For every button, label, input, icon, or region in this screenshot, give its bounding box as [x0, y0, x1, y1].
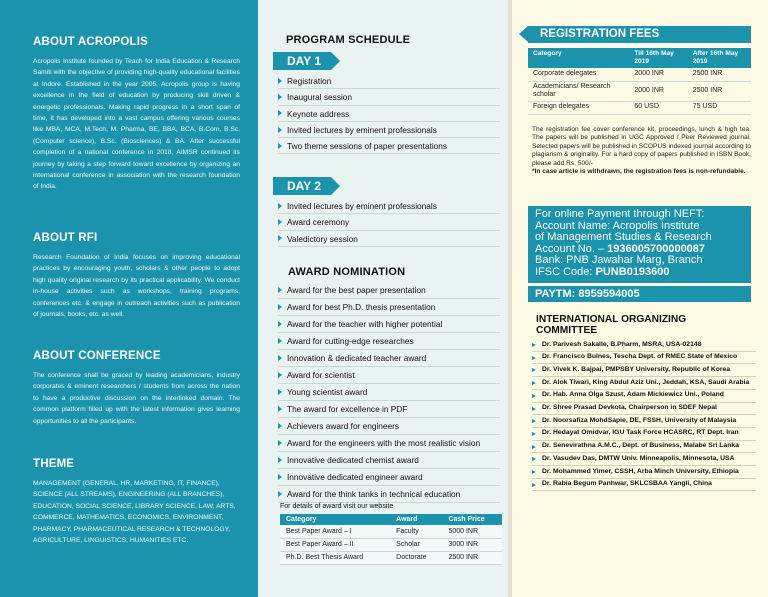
account-no-label: Account No. – [535, 242, 605, 255]
paytm-number: PAYTM: 8959594005 [528, 286, 751, 302]
about-acropolis-section [33, 36, 240, 193]
list-item: Invited lectures by eminent professionals [278, 198, 500, 214]
table-cell: 5000 INR [442, 525, 502, 538]
table-cell: Corporate delegates [528, 68, 629, 81]
table-cell: Faculty [390, 525, 442, 538]
table-cell: 60 USD [629, 101, 687, 114]
list-item: Dr. Hab. Anna Olga Szust, Adam Mickiewicz Uni., Poland [532, 390, 756, 403]
list-item: Award for the best paper presentation [278, 282, 500, 299]
about-rfi-body: Research Foundation of India focuses on improving educational practices by encouraging youth, scholars & other people to adopt high quality original research by its practical applicability. We conduct in-house activities such as workshops, training programs, conferences etc. & engage in outreach activities such as publication of journals, books, etc. as well. [33, 254, 240, 319]
list-item: Dr. Senevirathna A.M.C., Dept. of Business, Malabe Sri Lanka [532, 441, 756, 454]
list-item: Registration [278, 73, 500, 89]
about-conference-section [33, 350, 240, 427]
list-item: Award for best Ph.D. thesis presentation [278, 299, 500, 316]
list-item: Dr. Rabia Begum Panhwar, SKLCSBAA Yangli, China [532, 479, 756, 492]
day1-tab: DAY 1 [273, 52, 331, 70]
committee-title: INTERNATIONAL ORGANIZING COMMITTEE [536, 314, 687, 336]
list-item: Invited lectures by eminent professionals [278, 122, 500, 138]
table-row [528, 81, 751, 101]
list-item: Young scientist award [278, 384, 500, 401]
list-item: Dr. Mohammed Yimer, CSSH, Arba Minch University, Ethiopia [532, 466, 756, 479]
list-item: Keynote address [278, 106, 500, 122]
middle-panel [258, 0, 508, 597]
withdraw-note: *In case article is withdrawn, the registration fees is non-refundable. [532, 168, 746, 176]
day2-list [278, 198, 500, 247]
list-item: Award for cutting-edge researches [278, 333, 500, 350]
list-item: Innovative dedicated engineer award [278, 469, 500, 486]
theme-body: MANAGEMENT (GENERAL, HR, MARKETING, IT, FINANCE), SCIENCE (ALL STREAMS), ENGINEERING (ALL BRANCHES), EDUCATION, SOCIAL SCIENCE, LIBRARY SCIENCE, LAW, ARTS, COMMERCE, MATHEMATICS, ECONOMICS, ENVIRONMENT, PHARMACY, PHARMACEUTICAL RESEARCH & TECHNOLOGY, AGRICULTURE, LINGUISTICS, HUMANITIES ETC. [33, 480, 236, 545]
day1-list [278, 73, 500, 154]
registration-note [532, 126, 751, 176]
table-header-cell: Category [528, 48, 629, 68]
payment-bank: Bank: PNB Jawahar Marg, Branch [535, 254, 703, 267]
award-cash-table [280, 514, 502, 565]
list-item: Innovation & dedicated teacher award [278, 350, 500, 367]
registration-note-text: The registration fee cover conference kit, proceedings, lunch & high tea. The papers will be published in UGC Approved / Peer Reviewed journal. Selected papers will be published in SCOPUS indexed journal according to plagiarism & originality. For a hard copy of papers published in ISBN Book, please add Rs. 500/- [532, 126, 751, 167]
table-cell: Best Paper Award – II [280, 538, 390, 551]
list-item: Award for the think tanks in technical education [278, 486, 500, 503]
list-item: Award for the engineers with the most realistic vision [278, 435, 500, 452]
table-cell: Foreign delegates [528, 101, 629, 114]
list-item: Award for scientist [278, 367, 500, 384]
about-conference-body: The conference shall be graced by leading academicians, industry corporates & eminent researchers / students from across the nation to have a productive discussion on the interlinked domain. The common platform filled up with the latest information gives learning opportunities to all the participants. [33, 372, 240, 425]
theme-section [33, 458, 240, 546]
payment-line-1: For online Payment through NEFT: [535, 208, 705, 220]
committee-list [532, 339, 756, 491]
list-item: Dr. Vivek K. Bajpai, PMPSBY University, Republic of Korea [532, 364, 756, 377]
table-cell: 2000 INR [629, 81, 687, 101]
ifsc-label: IFSC Code: [535, 265, 593, 278]
list-item: Dr. Francisco Bulnes, Tescha Dept. of RMEC State of Mexico [532, 352, 756, 365]
about-acropolis-body: Acropolis Institute founded by Teach for India Education & Research Samiti with the objective of providing high-quality educational facilities at Indore. Established in the year 2005, Acropolis group is having excellence in the field of education by producing skill driven & energetic professionals. Making rapid progress in a short span of time, it has developed into a vast campus offering various courses like MBA, MCA, M.Tech, M. Pharma, BE, BBA, BCA, B.Com, B.Sc.(Computer science), B.Sc. (Biosciences) & BA. After successful completion of a national conference in 2018, AIMSR continued its journey by taking a step forward toward excellence by organizing an international conference in association with the research foundation of India. [33, 58, 240, 191]
list-item: Inaugural session [278, 89, 500, 105]
table-cell: 2500 INR [442, 551, 502, 564]
table-cell: Scholar [390, 538, 442, 551]
table-row [528, 68, 751, 81]
list-item: Dr. Vasudev Das, DMTW Univ. Minneapolis, Minnesota, USA [532, 453, 756, 466]
table-row [280, 551, 502, 564]
table-header-cell: Category [280, 514, 390, 525]
list-item: The award for excellence in PDF [278, 401, 500, 418]
payment-details [528, 206, 751, 283]
about-rfi-title: ABOUT RFI [33, 232, 98, 244]
theme-title: THEME [33, 458, 75, 470]
award-table-header [280, 514, 502, 525]
table-cell: Ph.D. Best Thesis Award [280, 551, 390, 564]
table-header-cell: Till 16th May 2019 [629, 48, 687, 68]
list-item: Award for the teacher with higher potential [278, 316, 500, 333]
table-header-cell: Cash Price [442, 514, 502, 525]
list-item: Award ceremony [278, 214, 500, 230]
award-nomination-title: AWARD NOMINATION [288, 266, 406, 278]
fee-table-header [528, 48, 751, 68]
list-item: Dr. Shree Prasad Devkota, Chairperson in SDEF Nepal [532, 403, 756, 416]
about-acropolis-title: ABOUT ACROPOLIS [33, 36, 149, 48]
registration-fees-title: REGISTRATION FEES [528, 26, 751, 43]
list-item: Dr. Alok Tiwari, King Abdul Aziz Uni., Jeddah, KSA, Saudi Arabia [532, 377, 756, 390]
table-cell: Doctorate [390, 551, 442, 564]
table-cell: 2500 INR [688, 68, 751, 81]
about-rfi-section [33, 232, 240, 320]
payment-account-name: Account Name: Acropolis Institute [535, 219, 700, 232]
award-website-note: For details of award visit our website [280, 503, 394, 510]
list-item: Dr. Parivesh Sakalle, B.Pharm, MSRA, USA-02148 [532, 339, 756, 352]
payment-account-name-cont: of Management Studies & Research [535, 231, 712, 244]
table-row [528, 101, 751, 114]
right-panel [508, 0, 768, 597]
day2-tab: DAY 2 [273, 177, 331, 195]
program-schedule-title: PROGRAM SCHEDULE [286, 34, 411, 46]
table-row [280, 525, 502, 538]
table-cell: 3000 INR [442, 538, 502, 551]
list-item: Two theme sessions of paper presentations [278, 138, 500, 154]
account-no-value: 1936005700000087 [607, 242, 706, 255]
about-conference-title: ABOUT CONFERENCE [33, 350, 161, 362]
ifsc-value: PUNB0193600 [595, 265, 670, 278]
payment-ifsc [535, 267, 751, 279]
table-cell: 2500 INR [688, 81, 751, 101]
table-header-cell: After 16th May 2019 [688, 48, 751, 68]
list-item: Dr. Noorsafiza MohdSapie, DE, FSSH, University of Malaysia [532, 415, 756, 428]
left-panel [0, 0, 258, 597]
table-cell: 75 USD [688, 101, 751, 114]
list-item: Valedictory session [278, 231, 500, 247]
table-cell: Best Paper Award – I [280, 525, 390, 538]
table-header-cell: Award [390, 514, 442, 525]
table-row [280, 538, 502, 551]
award-list [278, 282, 500, 503]
table-cell: Academicians/ Research scholar [528, 81, 629, 101]
table-cell: 2000 INR [629, 68, 687, 81]
registration-fee-table [528, 48, 751, 115]
list-item: Dr. Hedayat Omidvar, IGU Task Force HCASRC, RT Dept. Iran [532, 428, 756, 441]
divider [508, 0, 512, 597]
list-item: Achievers award for engineers [278, 418, 500, 435]
list-item: Innovative dedicated chemist award [278, 452, 500, 469]
